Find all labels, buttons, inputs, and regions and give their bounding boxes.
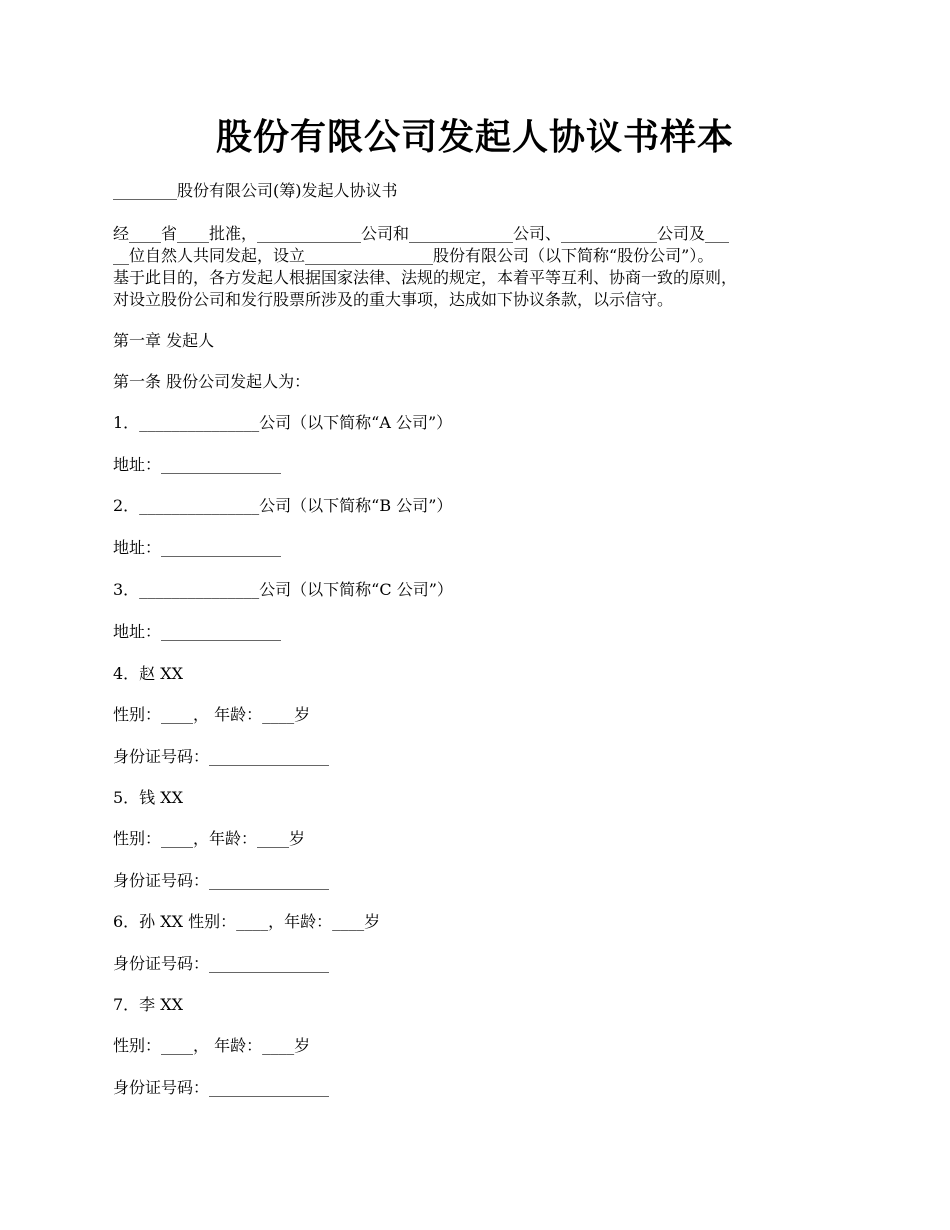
list-item: 性别：____，年龄：____岁: [113, 829, 306, 848]
list-item: 地址：_______________: [113, 622, 282, 641]
intro-line: __位自然人共同发起，设立________________股份有限公司（以下简称“股份公司”）。: [113, 246, 714, 265]
document-title: 股份有限公司发起人协议书样本: [215, 116, 734, 158]
list-item: 7．李 XX: [113, 995, 184, 1014]
list-item: 身份证号码：_______________: [113, 871, 330, 890]
list-item: 4．赵 XX: [113, 664, 184, 683]
article-heading: 第一条 股份公司发起人为：: [113, 372, 311, 391]
list-item: 5．钱 XX: [113, 788, 184, 807]
list-item: 身份证号码：_______________: [113, 747, 330, 766]
intro-line: 基于此目的，各方发起人根据国家法律、法规的规定，本着平等互利、协商一致的原则，: [113, 268, 738, 287]
list-item: 身份证号码：_______________: [113, 1078, 330, 1097]
intro-paragraph: [113, 223, 838, 311]
subtitle-line: ________股份有限公司(筹)发起人协议书: [113, 181, 398, 200]
intro-line: 经____省____批准，_____________公司和_____________公司、____________公司及___: [113, 224, 730, 243]
list-item: 地址：_______________: [113, 538, 282, 557]
list-item: 1．_______________公司（以下简称“A 公司”）: [113, 413, 453, 432]
list-item: 地址：_______________: [113, 455, 282, 474]
list-item: 性别：____， 年龄：____岁: [113, 705, 311, 724]
list-item: 身份证号码：_______________: [113, 954, 330, 973]
list-item: 3．_______________公司（以下简称“C 公司”）: [113, 580, 453, 599]
intro-line: 对设立股份公司和发行股票所涉及的重大事项，达成如下协议条款，以示信守。: [113, 290, 674, 309]
list-item: 2．_______________公司（以下简称“B 公司”）: [113, 496, 453, 515]
list-item: 性别：____， 年龄：____岁: [113, 1036, 311, 1055]
list-item: 6．孙 XX 性别：____，年龄：____岁: [113, 912, 381, 931]
chapter-heading: 第一章 发起人: [113, 331, 215, 350]
